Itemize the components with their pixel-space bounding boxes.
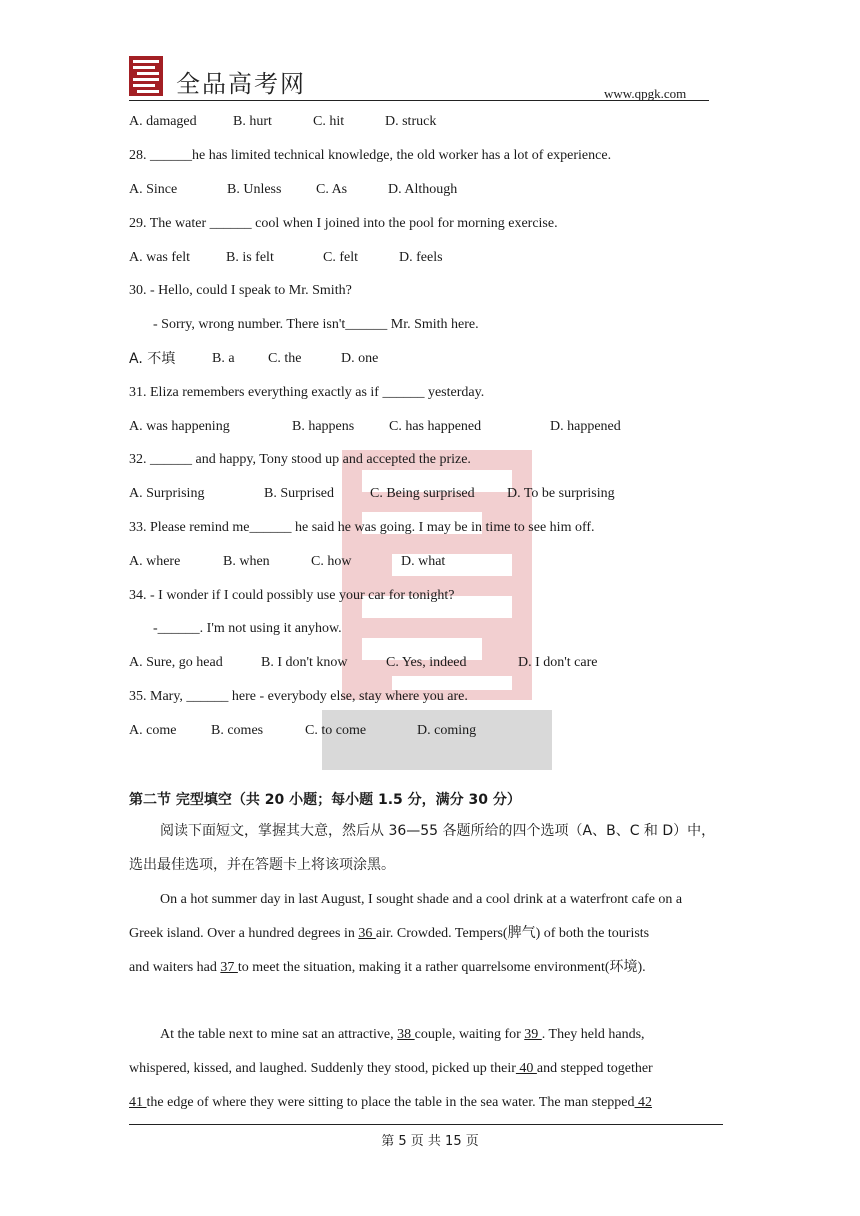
q29-option-c: C. felt <box>323 250 358 265</box>
q28-option-d: D. Although <box>388 182 458 197</box>
q27-option-d: D. struck <box>385 114 437 129</box>
q32-option-a: A. Surprising <box>129 486 205 501</box>
q29-option-a: A. was felt <box>129 250 191 265</box>
passage-line: and waiters had 37 to meet the situation, making it a rather quarrelsome environment(环境). <box>129 960 646 975</box>
q34-stem-reply: -______. I'm not using it anyhow. <box>153 621 342 636</box>
q32-option-d: D. To be surprising <box>507 486 615 501</box>
blank-39: 39 <box>524 1027 542 1042</box>
page-number: 第 5 页 共 15 页 <box>381 1134 479 1149</box>
q34-option-a: A. Sure, go head <box>129 655 223 670</box>
logo-icon <box>129 56 163 96</box>
q30-stem: 30. - Hello, could I speak to Mr. Smith? <box>129 283 352 298</box>
blank-41: 41 <box>129 1095 147 1110</box>
blank-37: 37 <box>220 960 238 975</box>
q30-option-c: C. the <box>268 351 302 366</box>
q31-stem: 31. Eliza remembers everything exactly as if ______ yesterday. <box>129 385 485 400</box>
q31-option-b: B. happens <box>292 419 355 434</box>
q28-option-c: C. As <box>316 182 348 197</box>
q35-option-a: A. come <box>129 723 177 738</box>
q30-option-b: B. a <box>212 351 235 366</box>
q34-option-d: D. I don't care <box>518 655 598 670</box>
q34-option-c: C. Yes, indeed <box>386 655 467 670</box>
q32-stem: 32. ______ and happy, Tony stood up and accepted the prize. <box>129 452 471 467</box>
q34-stem: 34. - I wonder if I could possibly use your car for tonight? <box>129 588 455 603</box>
q32-option-b: B. Surprised <box>264 486 334 501</box>
q35-option-c: C. to come <box>305 723 367 738</box>
q31-option-d: D. happened <box>550 419 621 434</box>
passage-line: whispered, kissed, and laughed. Suddenly they stood, picked up their 40 and stepped together <box>129 1061 653 1076</box>
blank-40: 40 <box>515 1061 537 1076</box>
q28-stem: 28. ______he has limited technical knowledge, the old worker has a lot of experience. <box>129 148 612 163</box>
q29-option-d: D. feels <box>399 250 443 265</box>
q28-option-a: A. Since <box>129 182 178 197</box>
header-divider <box>129 100 709 101</box>
instruction-line-2: 选出最佳选项，并在答题卡上将该项涂黑。 <box>129 857 395 873</box>
q35-option-b: B. comes <box>211 723 264 738</box>
q30-option-a: A. 不填 <box>129 351 176 367</box>
q33-option-a: A. where <box>129 554 181 569</box>
q27-option-c: C. hit <box>313 114 345 129</box>
q35-option-d: D. coming <box>417 723 477 738</box>
q27-option-a: A. damaged <box>129 114 197 129</box>
blank-38: 38 <box>397 1027 415 1042</box>
q33-option-d: D. what <box>401 554 446 569</box>
site-url[interactable]: www.qpgk.com <box>604 86 687 101</box>
q35-stem: 35. Mary, ______ here - everybody else, stay where you are. <box>129 689 468 704</box>
q30-stem-reply: - Sorry, wrong number. There isn't______ Mr. Smith here. <box>153 317 479 332</box>
passage-line: On a hot summer day in last August, I sought shade and a cool drink at a waterfront cafe on a <box>160 892 683 907</box>
blank-42: 42 <box>634 1095 653 1110</box>
q33-option-b: B. when <box>223 554 270 569</box>
passage-line: 41 the edge of where they were sitting to place the table in the sea water. The man stepped 42 <box>129 1095 653 1110</box>
q34-option-b: B. I don't know <box>261 655 348 670</box>
q30-option-d: D. one <box>341 351 379 366</box>
q31-option-c: C. has happened <box>389 419 482 434</box>
q32-option-c: C. Being surprised <box>370 486 475 501</box>
q28-option-b: B. Unless <box>227 182 282 197</box>
passage-line: Greek island. Over a hundred degrees in 36 air. Crowded. Tempers(脾气) of both the tourists <box>129 926 650 941</box>
q29-option-b: B. is felt <box>226 250 274 265</box>
footer-divider <box>129 1124 723 1125</box>
section-title: 第二节 完型填空（共 20 小题；每小题 1.5 分，满分 30 分） <box>129 792 521 808</box>
q33-option-c: C. how <box>311 554 352 569</box>
q29-stem: 29. The water ______ cool when I joined into the pool for morning exercise. <box>129 216 558 231</box>
blank-36: 36 <box>358 926 376 941</box>
q31-option-a: A. was happening <box>129 419 230 434</box>
instruction-line-1: 阅读下面短文，掌握其大意，然后从 36—55 各题所给的四个选项（A、B、C 和 D）中， <box>160 823 716 839</box>
brand-name: 全品高考网 <box>176 70 306 98</box>
passage-line: At the table next to mine sat an attractive, 38 couple, waiting for 39 . They held hands, <box>160 1027 645 1042</box>
q33-stem: 33. Please remind me______ he said he was going. I may be in time to see him off. <box>129 520 595 535</box>
q27-option-b: B. hurt <box>233 114 272 129</box>
